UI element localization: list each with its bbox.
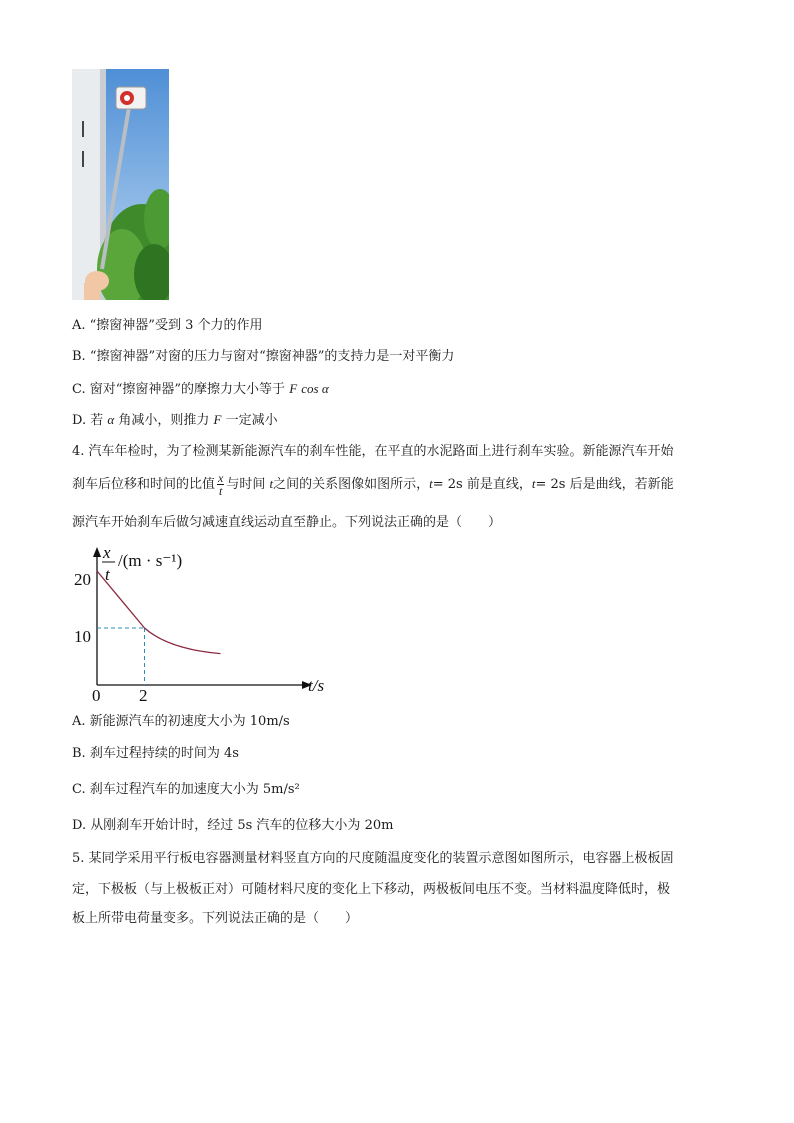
- q5-line-1: 5. 某同学采用平行板电容器测量材料竖直方向的尺度随温度变化的装置示意图如图所示，电容器上极板固: [72, 851, 674, 866]
- ylabel-denominator: t: [105, 565, 110, 584]
- q3-option-d-text-b: 角减小，则推力: [118, 413, 210, 428]
- fraction-numerator: x: [218, 471, 224, 485]
- q3-option-a: A. “擦窗神器”受到 3 个力的作用: [72, 318, 263, 333]
- time-symbol: t: [531, 476, 536, 491]
- q4-option-b: B. 刹车过程持续的时间为 4s: [72, 746, 239, 761]
- series-straight-segment: [97, 571, 145, 628]
- q4-line-2-c: 之间的关系图像如图所示，: [273, 477, 430, 492]
- q3-option-b: B. “擦窗神器”对窗的压力与窗对“擦窗神器”的支持力是一对平衡力: [72, 349, 455, 364]
- window-cleaner-photo: [72, 69, 169, 300]
- q4-line-2: [72, 472, 674, 497]
- y-tick-10: 10: [74, 627, 91, 646]
- q3-option-d: [72, 411, 278, 430]
- y-tick-20: 20: [74, 570, 91, 589]
- time-symbol: t: [269, 476, 274, 491]
- force-symbol: F: [289, 381, 298, 396]
- q4-option-c: C. 刹车过程汽车的加速度大小为 5m/s²: [72, 782, 300, 797]
- cos-alpha-symbol: cos α: [301, 381, 329, 396]
- ylabel-numerator: x: [103, 545, 111, 562]
- fraction-denominator: t: [219, 484, 223, 498]
- q3-option-d-text-c: 一定减小: [225, 413, 278, 428]
- xlabel: t/s: [308, 676, 325, 695]
- q4-line-2-a: 刹车后位移和时间的比值: [72, 477, 216, 492]
- q4-option-a: A. 新能源汽车的初速度大小为 10m/s: [72, 714, 290, 729]
- x-tick-0: 0: [92, 686, 101, 705]
- q3-option-c: [72, 380, 329, 399]
- q3-option-d-text-a: D. 若: [72, 413, 104, 428]
- x-over-t-fraction: [217, 472, 224, 497]
- ylabel-unit: /(m · s⁻¹): [118, 551, 183, 570]
- alpha-symbol: α: [107, 412, 115, 427]
- q4-option-d: D. 从刚刹车开始计时，经过 5s 汽车的位移大小为 20m: [72, 818, 394, 833]
- q4-line-3: 源汽车开始刹车后做匀减速直线运动直至静止。下列说法正确的是（ ）: [72, 515, 502, 530]
- q4-line-1: 4. 汽车年检时，为了检测某新能源汽车的刹车性能，在平直的水泥路面上进行刹车实验。新能源汽车开始: [72, 444, 674, 459]
- xt-over-t-graph: [72, 545, 342, 705]
- x-tick-2: 2: [139, 686, 148, 705]
- q5-line-2: 定，下极板（与上极板正对）可随材料尺度的变化上下移动，两极板间电压不变。当材料温度降低时，极: [72, 882, 671, 897]
- series-curve-segment: [145, 628, 221, 654]
- q4-cond-2: = 2s 后是曲线，若新能: [535, 477, 674, 492]
- q3-option-c-text: C. 窗对“擦窗神器”的摩擦力大小等于: [72, 382, 286, 397]
- q4-line-2-b: 与时间: [226, 477, 266, 492]
- y-axis-arrow: [93, 547, 101, 557]
- chart-svg: [72, 545, 342, 705]
- time-symbol: t: [429, 476, 433, 491]
- q5-line-3: 板上所带电荷量变多。下列说法正确的是（ ）: [72, 911, 359, 926]
- q4-cond-1: = 2s 前是直线，: [432, 477, 532, 492]
- force-symbol: F: [213, 412, 222, 427]
